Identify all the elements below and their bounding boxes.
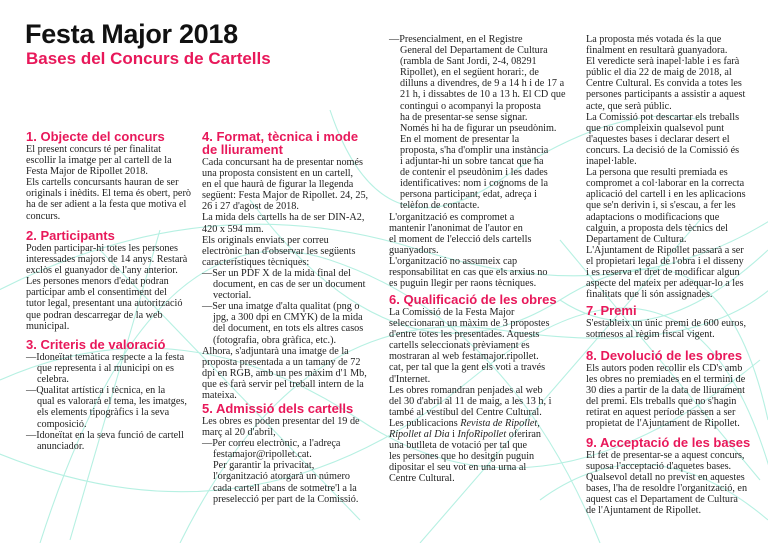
text-line: persona participant, edat, adreça i <box>400 189 537 201</box>
text-line: tutor legal, presentant una autorització <box>26 298 183 310</box>
bullet-item <box>202 301 387 345</box>
text-line: Alhora, s'adjuntarà una imatge de la <box>202 345 349 357</box>
text-line: proposta, s'ha d'omplir una instància <box>400 144 549 156</box>
section-heading: 5. Admissió dels cartells <box>202 401 354 416</box>
text-line: Departament de Cultura. <box>586 233 687 245</box>
page-subtitle: Bases del Concurs de Cartells <box>26 49 271 68</box>
section-heading: 7. Premi <box>586 303 637 318</box>
text-line: (rambla de Sant Jordi, 2-4, 08291 <box>400 56 537 68</box>
text-line: calguin, a proposta dels tècnics del <box>586 222 729 234</box>
text-line: sotmesos al règim fiscal vigent. <box>586 329 715 341</box>
text-line: d'entre totes les presentades. Aquests <box>389 329 540 341</box>
text-line: Els cartells concursants hauran de ser <box>26 177 179 189</box>
text-line: 26 i 27 d'agost de 2018. <box>202 201 299 213</box>
rules-section <box>26 230 211 332</box>
text-line: document, en cas de ser un document <box>213 279 366 291</box>
text-line: preselecció per part de la Comissió. <box>213 493 359 505</box>
rules-section <box>389 294 574 485</box>
text-line: dilluns a divendres, de 9 a 14 h i de 17 a <box>400 78 565 90</box>
text-line: —Qualitat artística i tècnica, en la <box>26 385 166 397</box>
text-line: proposta presentada a un tamany de 72 <box>202 356 361 368</box>
text-line: Poden participar-hi totes les persones <box>26 243 179 254</box>
rules-section <box>586 350 768 430</box>
text-line: celebra. <box>37 374 69 386</box>
text-line: L'organització no assumeix cap <box>389 255 518 267</box>
text-line: persones participants a assistir a aquest <box>586 89 746 101</box>
section-heading: 8. Devolució de les obres <box>586 348 743 363</box>
text-line: contingui o acompanyi la proposta <box>400 100 541 112</box>
bullet-item <box>202 268 387 301</box>
text-line: de l'Ajuntament de Ripollet. <box>586 505 702 517</box>
text-line: originals i inèdits. El tema és obert, però <box>26 188 191 200</box>
text-line: que no compleixin qualsevol punt <box>586 122 725 134</box>
text-line: telèfon de contacte. <box>400 200 480 212</box>
text-line: el propietari legal de l'obra i el disseny <box>586 255 744 267</box>
text-segment: Les publicacions <box>389 417 461 429</box>
text-line: La proposta més votada és la que <box>586 34 722 45</box>
text-line: participar amb el consentiment del <box>26 287 167 299</box>
text-line: ha de ser adient a la festa que motiva el <box>26 199 187 211</box>
text-segment: InfoRipollet <box>457 429 507 441</box>
text-line: concurs. La decisió de la Comissió és <box>586 144 740 156</box>
text-line: adaptacions o modificacions que <box>586 211 720 223</box>
text-line: una butlleta de votació per tal que <box>389 440 528 452</box>
rules-section <box>586 437 768 517</box>
text-line: suposa l'acceptació d'aquetes bases. <box>586 461 732 473</box>
text-line: d'Internet. <box>389 373 431 385</box>
text-line: jpg, a 300 dpi en CMYK) de la mida <box>213 312 363 324</box>
text-line: acte, que serà públic. <box>586 100 672 112</box>
rules-section <box>389 34 574 289</box>
text-line: Cada concursant ha de presentar només <box>202 157 363 168</box>
text-line: mostraran al web festamajor.ripollet. <box>389 351 539 363</box>
text-line <box>389 418 574 429</box>
text-line: identificatives: nom i cognoms de la <box>400 178 548 190</box>
section-heading: de lliurament <box>202 142 283 157</box>
text-line: març al 20 d'abril, <box>202 427 276 439</box>
text-line: aspecte del mateix per adequar-lo a les <box>586 278 744 290</box>
text-line: públic el dia 22 de maig de 2018, al <box>586 67 732 79</box>
text-line: Centre Cultural. <box>389 473 455 485</box>
text-line: Els originals enviats per correu <box>202 234 329 246</box>
text-line: festamajor@ripollet.cat. <box>213 449 312 461</box>
text-line: L'organització es compromet a <box>389 211 515 223</box>
text-line: finalment en resultarà guanyadora. <box>586 45 728 57</box>
text-line: inapel·lable. <box>586 156 637 168</box>
text-line: Per garantir la privacitat, <box>213 460 315 472</box>
text-line: del premi. Els treballs que no s'hagin <box>586 396 737 408</box>
text-line: vectorial. <box>213 290 252 302</box>
text-line: —Ser una imatge d'alta qualitat (png o <box>202 301 360 313</box>
text-line: de contenir el pseudònim i les dades <box>400 167 548 179</box>
text-line: cartells seleccionats prèviament es <box>389 340 530 352</box>
text-line: una proposta consistent en un cartell, <box>202 168 354 180</box>
text-line: i adjuntar-hi un sobre tancat que ha <box>400 156 544 168</box>
text-line: també al vestíbul del Centre Cultural. <box>389 406 542 418</box>
text-line: El present concurs té per finalitat <box>26 144 161 155</box>
text-line: 420 x 594 mm. <box>202 223 264 235</box>
text-line: Només hi ha de figurar un pseudònim. <box>400 122 557 134</box>
text-line: les obres no premiades en el termini de <box>586 374 746 386</box>
text-line: d'aquestes bases i declarar desert el <box>586 133 730 145</box>
text-line: els elements tipogràfics i la seva <box>37 407 170 419</box>
text-line: seleccionaran un màxim de 3 propostes <box>389 318 550 330</box>
text-line: cada cartell abans de sotmetre'l a la <box>213 482 357 494</box>
text-line: S'estableix un únic premi de 600 euros, <box>586 318 746 329</box>
rules-section <box>26 339 211 452</box>
rules-section <box>586 34 768 300</box>
text-line: Qualsevol detall no previst en aquestes <box>586 472 745 484</box>
text-line: compromet a col·laborar en la correcta <box>586 178 745 190</box>
text-line: responsabilitat en cas que els arxius no <box>389 266 548 278</box>
bullet-item <box>26 352 211 385</box>
text-line: propietat de l'Ajuntament de Ripollet. <box>586 418 740 430</box>
text-line: Centre Cultural. Es convida a totes les <box>586 78 742 90</box>
text-line: electrònic han d'observar les següents <box>202 245 356 257</box>
text-segment: i <box>449 429 458 441</box>
text-line: L'Ajuntament de Ripollet passarà a ser <box>586 244 744 256</box>
text-line: finalitats que li són assignades. <box>586 289 713 301</box>
text-line: cat, per tal que la gent els voti a través <box>389 362 546 374</box>
text-line: En el moment de presentar la <box>400 133 520 145</box>
text-line <box>389 429 574 440</box>
text-line: el moment de l'elecció dels cartells <box>389 233 532 245</box>
text-line: dpi en RGB, amb un pes màxim d'1 Mb, <box>202 367 367 379</box>
text-line: El fet de presentar-se a aquest concurs, <box>586 450 745 461</box>
section-heading: 6. Qualificació de les obres <box>389 292 557 307</box>
section-heading: 2. Participants <box>26 228 115 243</box>
text-segment: Revista de Ripollet, <box>460 417 540 429</box>
text-line: Festa Major de Ripollet 2018. <box>26 166 148 178</box>
text-line: aplicació del cartell i en les aplicacions <box>586 189 746 201</box>
section-heading: 1. Objecte del concurs <box>26 129 165 144</box>
text-line: —Per correu electrònic, a l'adreça <box>202 438 341 450</box>
text-line: del 30 d'abril al 11 de maig, a les 13 h, i <box>389 395 552 407</box>
text-line: que representa i al municipi on es <box>37 363 174 375</box>
text-line: —Idoneïtat temàtica respecte a la festa <box>26 352 185 363</box>
bullet-item <box>26 385 211 429</box>
rules-section <box>202 403 387 505</box>
page-title: Festa Major 2018 <box>25 19 238 49</box>
text-line: l'organització atorgarà un número <box>213 471 350 483</box>
text-line: en el que haurà de figurar la llegenda <box>202 179 354 191</box>
text-line: Les obres romandran penjades al web <box>389 384 543 396</box>
text-line: La Comissió pot descartar els treballs <box>586 111 740 123</box>
text-line: —Ser un PDF X de la mida final del <box>202 267 351 279</box>
text-line: aquest cas el Departament de Cultura <box>586 494 738 506</box>
text-line: següent: Festa Major de Ripollet. 24, 25, <box>202 190 369 202</box>
text-line: les persones que ho desitgin puguin <box>389 451 535 463</box>
text-line: que se'n derivin i, si s'escau, a fer les <box>586 200 736 212</box>
text-line: Les obres es poden presentar del 19 de <box>202 416 360 427</box>
text-line: General del Departament de Cultura <box>400 45 548 57</box>
text-line: La mida dels cartells ha de ser DIN-A2, <box>202 212 365 224</box>
text-line: dipositar el seu vot en una urna al <box>389 462 527 474</box>
section-heading: 3. Criteris de valoració <box>26 337 166 352</box>
text-line: escollir la imatge per al cartell de la <box>26 155 172 167</box>
text-line: mateixa. <box>202 389 237 401</box>
text-line: —Idoneïtat en la seva funció de cartell <box>26 429 184 441</box>
text-line: municipal. <box>26 320 70 332</box>
rules-section <box>26 131 211 222</box>
text-line: anunciador. <box>37 440 85 452</box>
text-line: La persona que resulti premiada es <box>586 167 728 179</box>
text-line: qual es valorarà el tema, les imatges, <box>37 396 187 408</box>
bullet-item <box>389 34 574 212</box>
text-line: es puguin llegir per raons tècniques. <box>389 278 537 290</box>
text-line: concurs. <box>26 210 61 222</box>
text-line: composició. <box>37 418 87 430</box>
rules-section <box>586 305 768 340</box>
text-line: mantenir l'anonimat de l'autor en <box>389 222 523 234</box>
text-line: Ripollet), en el següent horari:, de <box>400 67 539 79</box>
text-line: retirat en aquest període passen a ser <box>586 407 736 419</box>
text-line: que es farà servir pel treball intern de la <box>202 378 364 390</box>
text-segment: oferiran <box>506 429 541 441</box>
bullet-item <box>202 438 387 505</box>
text-line: ha de presentar-se sense signar. <box>400 111 528 123</box>
text-line: Els autors poden recollir els CD's amb <box>586 363 743 374</box>
text-line: del document, en tots els altres casos <box>213 323 364 335</box>
text-segment: Ripollet al Dia <box>389 429 450 441</box>
text-line: El veredicte serà inapel·lable i es farà <box>586 56 740 68</box>
text-line: característiques tècniques: <box>202 256 310 268</box>
text-line: Les persones menors d'edat podran <box>26 276 169 288</box>
text-line: (fotografia, obra gràfica, etc.). <box>213 334 337 346</box>
section-heading: 9. Acceptació de les bases <box>586 435 751 450</box>
text-line: —Presencialment, en el Registre <box>389 34 523 45</box>
text-line: interessades majors de 14 anys. Restarà <box>26 254 188 266</box>
section-heading: 4. Format, tècnica i mode <box>202 129 359 144</box>
text-line: exclòs el guanyador de l'any anterior. <box>26 265 178 277</box>
text-line: que podran descarregar de la web <box>26 309 163 321</box>
text-line: i es reserva el dret de modificar algun <box>586 266 740 278</box>
text-line: 21 h, i dissabtes de 10 a 13 h. El CD que <box>400 89 566 101</box>
rules-section <box>202 131 387 401</box>
text-line: La Comissió de la Festa Major <box>389 307 515 318</box>
bullet-item <box>26 430 211 452</box>
text-line: 30 dies a partir de la data de lliurament <box>586 385 745 397</box>
text-line: bases, l'ha de resoldre l'organització, en <box>586 483 748 495</box>
text-line: guanyadors. <box>389 244 439 256</box>
